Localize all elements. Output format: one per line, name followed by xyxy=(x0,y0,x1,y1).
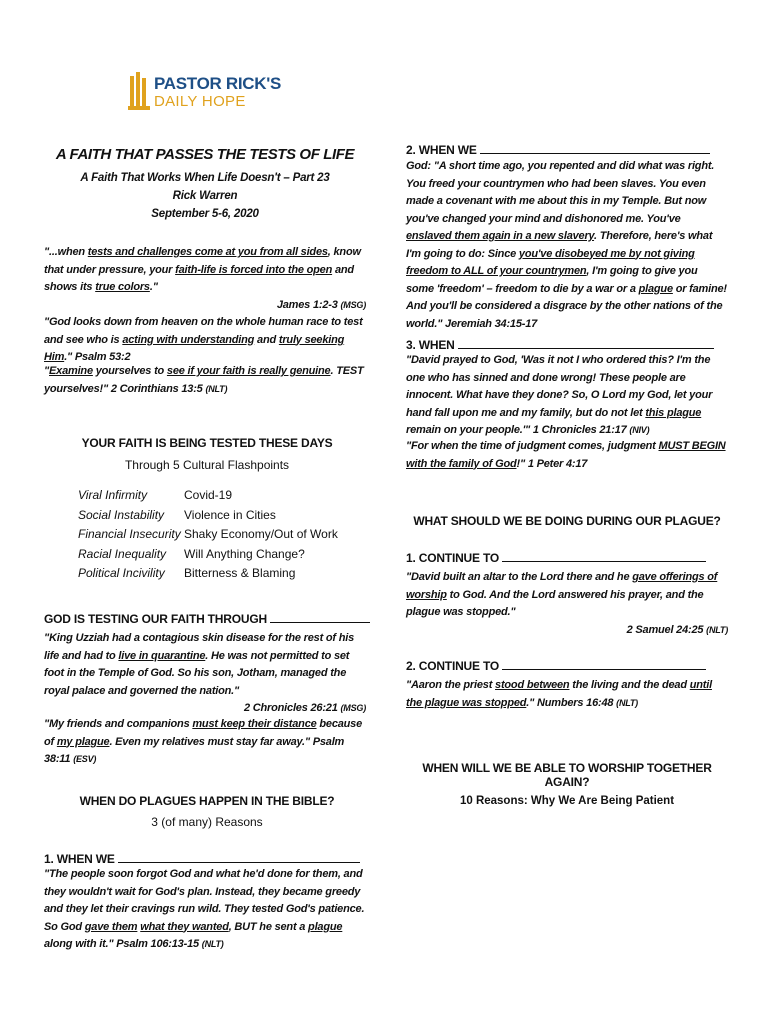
flashpoint-name: Political Incivility xyxy=(78,566,165,580)
continue-2-blank[interactable] xyxy=(502,657,706,670)
date: September 5-6, 2020 xyxy=(151,208,259,220)
quote-numbers: "Aaron the priest stood between the living and the dead until the plague was stopped." Numbers 16:48 (NLT) xyxy=(406,679,712,709)
flashpoint-row xyxy=(78,564,338,584)
reason-1-blank[interactable] xyxy=(118,850,360,863)
flashpoint-name: Viral Infirmity xyxy=(78,488,148,502)
continue-1: 1. CONTINUE TO xyxy=(406,549,706,565)
reasons-subheading: 10 Reasons: Why We Are Being Patient xyxy=(459,795,675,807)
flashpoint-row xyxy=(78,506,338,526)
quote-james: "...when tests and challenges come at you from all sides, know that under pressure, your faith-life is forced into the open and shows its true colors." James 1:2-3 (MSG) xyxy=(44,246,366,311)
doing-heading: WHAT SHOULD WE BE DOING DURING OUR PLAGUE? xyxy=(413,514,721,528)
document-title: A FAITH THAT PASSES THE TESTS OF LIFE xyxy=(55,146,355,163)
quote-1-chronicles: "David prayed to God, 'Was it not I who ordered this? I'm the one who has sinned and done wrong! These people are innocent. What have they done? So, O Lord my God, let your hand fall upon me and my family, but do not let this plague remain on your people.'" 1 Chronicles 21:17 (NIV) xyxy=(406,354,713,436)
continue-1-blank[interactable] xyxy=(502,549,706,562)
quote-2-corinthians: "Examine yourselves to see if your faith is really genuine. TEST yourselves!" 2 Corinthians 13:5 (NLT) xyxy=(44,365,364,395)
flashpoint-row xyxy=(78,545,338,565)
flashpoint-name: Racial Inequality xyxy=(78,546,167,561)
quote-psalm-106: "The people soon forgot God and what he'd done for them, and they wouldn't wait for God's plan. Instead, they became greedy and they let their cravings run wild. They tested God's patience. So God gave them what they wanted, BUT he sent a plague along with it." Psalm 106:13-15 (NLT) xyxy=(44,868,365,950)
plague-reason-2: 2. WHEN WE xyxy=(406,141,710,157)
logo-title: PASTOR RICK'S xyxy=(154,74,282,93)
plagues-heading: WHEN DO PLAGUES HAPPEN IN THE BIBLE? xyxy=(79,794,335,808)
plagues-subheading: 3 (of many) Reasons xyxy=(151,815,263,829)
testing-blank[interactable] xyxy=(270,610,370,623)
reason-3-blank[interactable] xyxy=(458,336,714,349)
flashpoint-desc: Violence in Cities xyxy=(184,507,276,522)
plague-reason-3: 3. WHEN xyxy=(406,336,714,352)
sunrise-logo-icon xyxy=(128,72,154,112)
flashpoint-name: Financial Insecurity xyxy=(78,527,181,541)
quote-2-samuel: "David built an altar to the Lord there and he gave offerings of worship to God. And the Lord answered his prayer, and the plague was stopped." 2 Samuel 24:25 (NLT) xyxy=(406,571,728,636)
reason-2-blank[interactable] xyxy=(480,141,710,154)
continue-2: 2. CONTINUE TO xyxy=(406,657,706,673)
quote-2-chronicles: "King Uzziah had a contagious skin disease for the rest of his life and had to live in quarantine. He was not permitted to set foot in the Temple of God. So his son, Jotham, managed the royal palace and governed the nation." 2 Chronicles 26:21 (MSG) xyxy=(44,632,366,714)
quote-psalm-38: "My friends and companions must keep their distance because of my plague. Even my relatives must stay far away." Psalm 38:11 (ESV) xyxy=(44,718,363,765)
flashpoint-row xyxy=(78,486,338,506)
flashpoints-subheading: Through 5 Cultural Flashpoints xyxy=(124,458,290,472)
quote-1-peter: "For when the time of judgment comes, judgment MUST BEGIN with the family of God!" 1 Peter 4:17 xyxy=(406,440,726,470)
quote-psalm-53: "God looks down from heaven on the whole human race to test and see who is acting with understanding and truly seeking Him." Psalm 53:2 xyxy=(44,316,363,363)
flashpoints-heading: YOUR FAITH IS BEING TESTED THESE DAYS xyxy=(81,436,333,450)
plague-reason-1: 1. WHEN WE xyxy=(44,850,360,866)
flashpoint-name: Social Instability xyxy=(78,507,165,522)
logo-subtitle: DAILY HOPE xyxy=(154,93,246,110)
flashpoint-desc: Will Anything Change? xyxy=(184,546,305,561)
flashpoints-table xyxy=(78,486,338,584)
quote-jeremiah: God: "A short time ago, you repented and did what was right. You freed your countrymen who had been slaves. You even made a covenant with me about this in my Temple. But now you've changed your mind and dishonored me. You've enslaved them again in a new slavery. Therefore, here's what I'm going to do: Since you've disobeyed me by not giving freedom to ALL of your countrymen, I'm going to give you some 'freedom' – freedom to die by a war or a plague or famine! And you'll be considered a disgrace by the other nations of the world." Jeremiah 34:15-17 xyxy=(406,160,727,330)
flashpoint-desc: Shaky Economy/Out of Work xyxy=(184,527,338,541)
author: Rick Warren xyxy=(172,190,238,202)
worship-heading: WHEN WILL WE BE ABLE TO WORSHIP TOGETHER AGAIN? xyxy=(422,761,712,789)
document-subtitle: A Faith That Works When Life Doesn't – Part 23 xyxy=(80,172,330,184)
flashpoint-desc: Covid-19 xyxy=(184,488,233,502)
flashpoint-desc: Bitterness & Blaming xyxy=(184,566,296,580)
flashpoint-row xyxy=(78,525,338,545)
testing-heading: GOD IS TESTING OUR FAITH THROUGH xyxy=(44,610,370,626)
